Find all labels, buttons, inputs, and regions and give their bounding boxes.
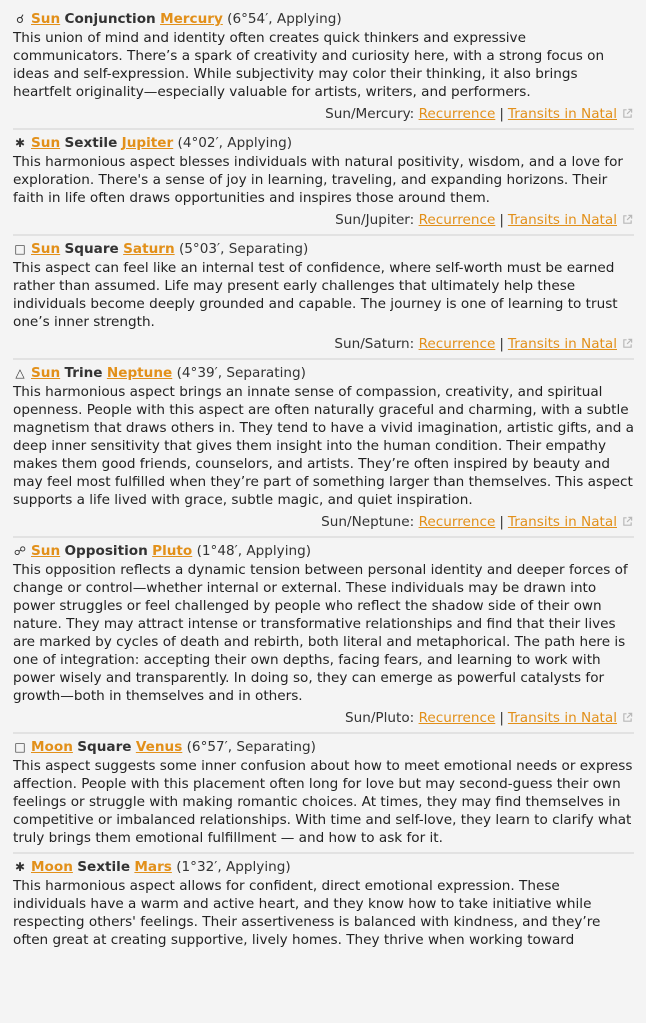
planet-link-1[interactable]: Moon — [31, 739, 73, 755]
aspect-links — [13, 211, 634, 229]
link-separator: | — [499, 106, 504, 122]
external-link-icon[interactable] — [622, 712, 633, 723]
aspect-item — [13, 236, 634, 360]
planet-link-2[interactable]: Jupiter — [121, 135, 174, 151]
conjunction-icon: ☌ — [15, 12, 25, 26]
aspect-name: Opposition — [64, 543, 148, 559]
aspect-item — [13, 360, 634, 538]
aspect-orb: (1°48′, Applying) — [196, 543, 312, 559]
planet-link-2[interactable]: Pluto — [152, 543, 193, 559]
aspect-name: Trine — [64, 365, 103, 381]
recurrence-link[interactable]: Recurrence — [418, 514, 496, 530]
aspect-name: Sextile — [77, 859, 131, 875]
planet-link-1[interactable]: Moon — [31, 859, 73, 875]
aspect-heading — [13, 240, 634, 258]
aspect-heading — [13, 10, 634, 28]
trine-icon: △ — [15, 366, 25, 380]
aspect-item — [13, 734, 634, 854]
aspect-item — [13, 538, 634, 734]
aspect-name: Square — [64, 241, 119, 257]
link-separator: | — [499, 212, 504, 228]
aspect-links — [13, 709, 634, 727]
aspect-heading — [13, 134, 634, 152]
aspect-links — [13, 513, 634, 531]
aspect-item — [13, 854, 634, 954]
sextile-icon: ✱ — [14, 860, 26, 874]
aspect-orb: (6°57′, Separating) — [186, 739, 316, 755]
aspect-links — [13, 105, 634, 123]
aspect-name: Sextile — [64, 135, 118, 151]
recurrence-link[interactable]: Recurrence — [418, 710, 496, 726]
link-separator: | — [499, 336, 504, 352]
transits-in-natal-link[interactable]: Transits in Natal — [507, 212, 617, 228]
recurrence-link[interactable]: Recurrence — [418, 212, 496, 228]
transits-in-natal-link[interactable]: Transits in Natal — [507, 710, 617, 726]
aspect-heading — [13, 858, 634, 876]
aspect-heading — [13, 364, 634, 382]
transits-in-natal-link[interactable]: Transits in Natal — [507, 514, 617, 530]
aspect-description: This harmonious aspect blesses individuals with natural positivity, wisdom, and a love for exploration. There's a sense of joy in learning, traveling, and expanding horizons. Their faith in life often draws opportunities and inspires those around them. — [13, 154, 623, 206]
aspect-description: This union of mind and identity often creates quick thinkers and expressive communicators. There’s a spark of creativity and curiosity here, with a strong focus on ideas and self-expression. While subjectivity may color their thinking, it also brings heartfelt originality—especially valuable for artists, writers, and performers. — [13, 30, 605, 100]
planet-link-1[interactable]: Sun — [31, 365, 61, 381]
pair-label: Sun/Mercury: — [325, 106, 415, 122]
transits-in-natal-link[interactable]: Transits in Natal — [507, 106, 617, 122]
aspect-description: This harmonious aspect allows for confident, direct emotional expression. These individuals have a warm and active heart, and they know how to take initiative while respecting others' feelings. Their assertiveness is balanced with kindness, and they’re often great at creating supportive, lively homes. They thrive when working toward — [13, 878, 601, 948]
aspect-links — [13, 335, 634, 353]
planet-link-2[interactable]: Mercury — [160, 11, 223, 27]
planet-link-2[interactable]: Saturn — [123, 241, 175, 257]
planet-link-2[interactable]: Mars — [134, 859, 172, 875]
aspect-heading — [13, 738, 634, 756]
aspect-orb: (4°39′, Separating) — [176, 365, 306, 381]
aspect-item — [13, 6, 634, 130]
planet-link-2[interactable]: Venus — [135, 739, 183, 755]
pair-label: Sun/Pluto: — [344, 710, 415, 726]
pair-label: Sun/Saturn: — [334, 336, 415, 352]
aspect-orb: (5°03′, Separating) — [178, 241, 309, 257]
sextile-icon: ✱ — [14, 136, 26, 150]
link-separator: | — [499, 710, 504, 726]
aspect-orb: (1°32′, Applying) — [176, 859, 291, 875]
aspect-description: This harmonious aspect brings an innate sense of compassion, creativity, and spiritual openness. People with this aspect are often naturally graceful and charming, with a subtle magnetism that draws others in. They tend to have a vivid imagination, artistic gifts, and a deep inner sensitivity that gives them insight into the human condition. Their empathy makes them good friends, counselors, and artists. They’re often inspired by beauty and may feel most fulfilled when they’re part of something larger than themselves. This aspect supports a life lived with grace, subtle magic, and quiet inspiration. — [13, 384, 634, 508]
aspect-name: Square — [77, 739, 132, 755]
aspect-description: This aspect suggests some inner confusion about how to meet emotional needs or express affection. People with this placement often long for love but may second-guess their own feelings or struggle with making romantic choices. At times, they may find themselves in competitive or imbalanced relationships. With time and self-love, they learn to clarify what truly brings them emotional fulfillment — and how to ask for it. — [13, 758, 633, 846]
recurrence-link[interactable]: Recurrence — [418, 106, 496, 122]
opposition-icon: ☍ — [13, 544, 27, 558]
recurrence-link[interactable]: Recurrence — [418, 336, 496, 352]
link-separator: | — [499, 514, 504, 530]
transits-in-natal-link[interactable]: Transits in Natal — [507, 336, 617, 352]
square-icon: □ — [14, 242, 26, 256]
square-icon: □ — [14, 740, 26, 754]
aspect-orb: (4°02′, Applying) — [177, 135, 293, 151]
external-link-icon[interactable] — [622, 516, 633, 527]
aspect-item — [13, 130, 634, 236]
planet-link-1[interactable]: Sun — [31, 543, 61, 559]
planet-link-1[interactable]: Sun — [31, 241, 61, 257]
planet-link-1[interactable]: Sun — [31, 11, 61, 27]
aspect-name: Conjunction — [64, 11, 156, 27]
planet-link-2[interactable]: Neptune — [106, 365, 173, 381]
external-link-icon[interactable] — [622, 338, 633, 349]
external-link-icon[interactable] — [622, 108, 633, 119]
aspect-heading — [13, 542, 634, 560]
aspect-description: This opposition reflects a dynamic tension between personal identity and deeper forces of change or control—whether internal or external. These individuals may be drawn into power struggles or feel challenged by people who reflect the shadow side of their own nature. They may attract intense or transformative relationships and find that their lives are marked by cycles of death and rebirth, both literal and metaphorical. The path here is one of integration: accepting their own depths, facing fears, and learning to work with power wisely and transparently. In doing so, they can emerge as powerful catalysts for growth—both in themselves and in others. — [13, 562, 628, 704]
pair-label: Sun/Neptune: — [321, 514, 415, 530]
aspect-description: This aspect can feel like an internal test of confidence, where self-worth must be earned rather than assumed. Life may present early challenges that ultimately help these individuals become deeply grounded and capable. The journey is one of learning to trust one’s inner strength. — [13, 260, 618, 330]
pair-label: Sun/Jupiter: — [335, 212, 415, 228]
aspect-orb: (6°54′, Applying) — [227, 11, 342, 27]
planet-link-1[interactable]: Sun — [31, 135, 61, 151]
external-link-icon[interactable] — [622, 214, 633, 225]
